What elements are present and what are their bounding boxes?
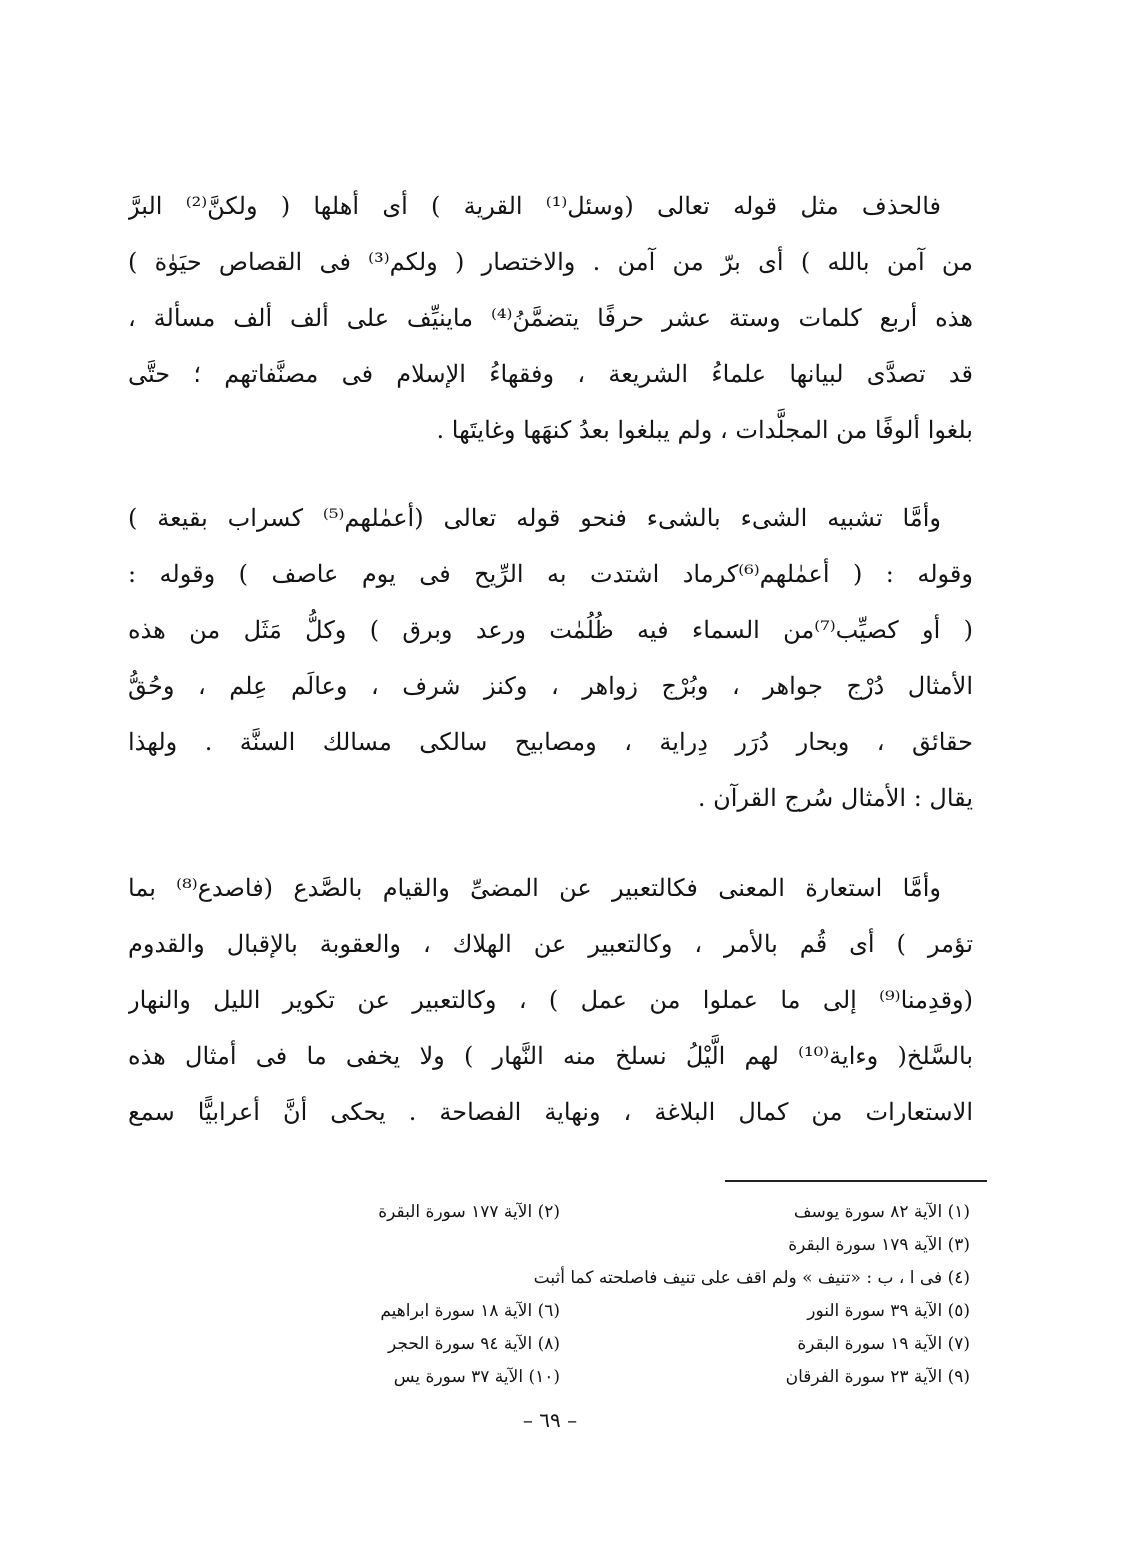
footnotes <box>250 1196 970 1394</box>
footnote-6: (٦) الآية ١٨ سورة ابراهيم <box>380 1301 560 1321</box>
footnote-10: (١٠) الآية ٣٧ سورة يس <box>393 1367 560 1387</box>
body-line: هذه أربع كلمات وستة عشر حرفًا يتضمَّنُ⁽⁴⁾ ماينيِّف على ألف ألف مسألة ، <box>128 304 973 332</box>
page-number: – ٦٩ – <box>522 1408 578 1432</box>
body-line: الأمثال دُرْج جواهر ، وبُرْج زواهر ، وكنز شرف ، وعالَم عِلم ، وحُقُّ <box>128 672 973 700</box>
body-line: فالحذف مثل قوله تعالى (وسئل⁽¹⁾ القرية ) أى أهلها ( ولكنَّ⁽²⁾ البرَّ <box>128 192 942 220</box>
footnote-3: (٣) الآية ١٧٩ سورة البقرة <box>788 1235 970 1255</box>
footnote-8: (٨) الآية ٩٤ سورة الحجر <box>388 1334 560 1354</box>
footnote-4: (٤) فى ا ، ب : «تنيف » ولم اقف على تنيف فاصلحته كما أثبت <box>533 1268 970 1288</box>
footnote-divider <box>725 1180 987 1182</box>
body-line: وأمَّا تشبيه الشىء بالشىء فنحو قوله تعالى (أعمٰلهم⁽⁵⁾ كسراب بقيعة ) <box>128 504 941 532</box>
footnote-row <box>250 1295 970 1328</box>
footnote-7: (٧) الآية ١٩ سورة البقرة <box>797 1334 970 1354</box>
body-line: وأمَّا استعارة المعنى فكالتعبير عن المضىِّ والقيام بالصَّدع (فاصدع⁽⁸⁾ بما <box>128 874 942 902</box>
body-line: الاستعارات من كمال البلاغة ، ونهاية الفصاحة . يحكى أنَّ أعرابيًّا سمع <box>128 1098 973 1126</box>
footnote-9: (٩) الآية ٢٣ سورة الفرقان <box>785 1367 970 1387</box>
body-line: ( أو كصيِّب⁽⁷⁾من السماء فيه ظُلُمٰت ورعد وبرق ) وكلُّ مَثَل من هذه <box>128 616 973 644</box>
paragraph-simile <box>128 490 973 826</box>
body-line: بلغوا ألوفًا من المجلَّدات ، ولم يبلغوا بعدُ كنهَها وغايتَها . <box>436 416 973 444</box>
paragraph-metaphor <box>128 860 973 1140</box>
footnote-row <box>250 1328 970 1361</box>
footnote-row <box>250 1196 970 1229</box>
body-line: وقوله : ( أعمٰلهم⁽⁶⁾كرماد اشتدت به الرِّيح فى يوم عاصف ) وقوله : <box>128 560 973 588</box>
body-line: قد تصدَّى لبيانها علماءُ الشريعة ، وفقهاءُ الإسلام فى مصنَّفاتهم ؛ حتَّى <box>128 360 973 388</box>
footnote-5: (٥) الآية ٣٩ سورة النور <box>807 1301 970 1321</box>
body-line: تؤمر ) أى قُم بالأمر ، وكالتعبير عن الهلاك ، والعقوبة بالإقبال والقدوم <box>128 930 973 958</box>
footnote-2: (٢) الآية ١٧٧ سورة البقرة <box>378 1202 560 1222</box>
footnote-1: (١) الآية ٨٢ سورة يوسف <box>793 1202 970 1222</box>
body-line: يقال : الأمثال سُرج القرآن . <box>697 784 973 812</box>
body-line: حقائق ، وبحار دُرَر دِراية ، ومصابيح سالكى مسالك السنَّة . ولهذا <box>128 728 973 756</box>
footnote-row <box>250 1361 970 1394</box>
paragraph-ellipsis-brevity <box>128 178 973 458</box>
body-line: من آمن بالله ) أى برّ من آمن . والاختصار ( ولكم⁽³⁾ فى القصاص حيَوٰة ) <box>128 248 973 276</box>
body-line: (وقدِمنا⁽⁹⁾ إلى ما عملوا من عمل ) ، وكالتعبير عن تكوير الليل والنهار <box>128 986 973 1014</box>
footnote-row <box>250 1229 970 1262</box>
footnote-row <box>250 1262 970 1295</box>
body-line: بالسَّلخ( وءاية⁽¹⁰⁾ لهم الَّيْلُ نسلخ منه النَّهار ) ولا يخفى ما فى أمثال هذه <box>128 1042 973 1070</box>
